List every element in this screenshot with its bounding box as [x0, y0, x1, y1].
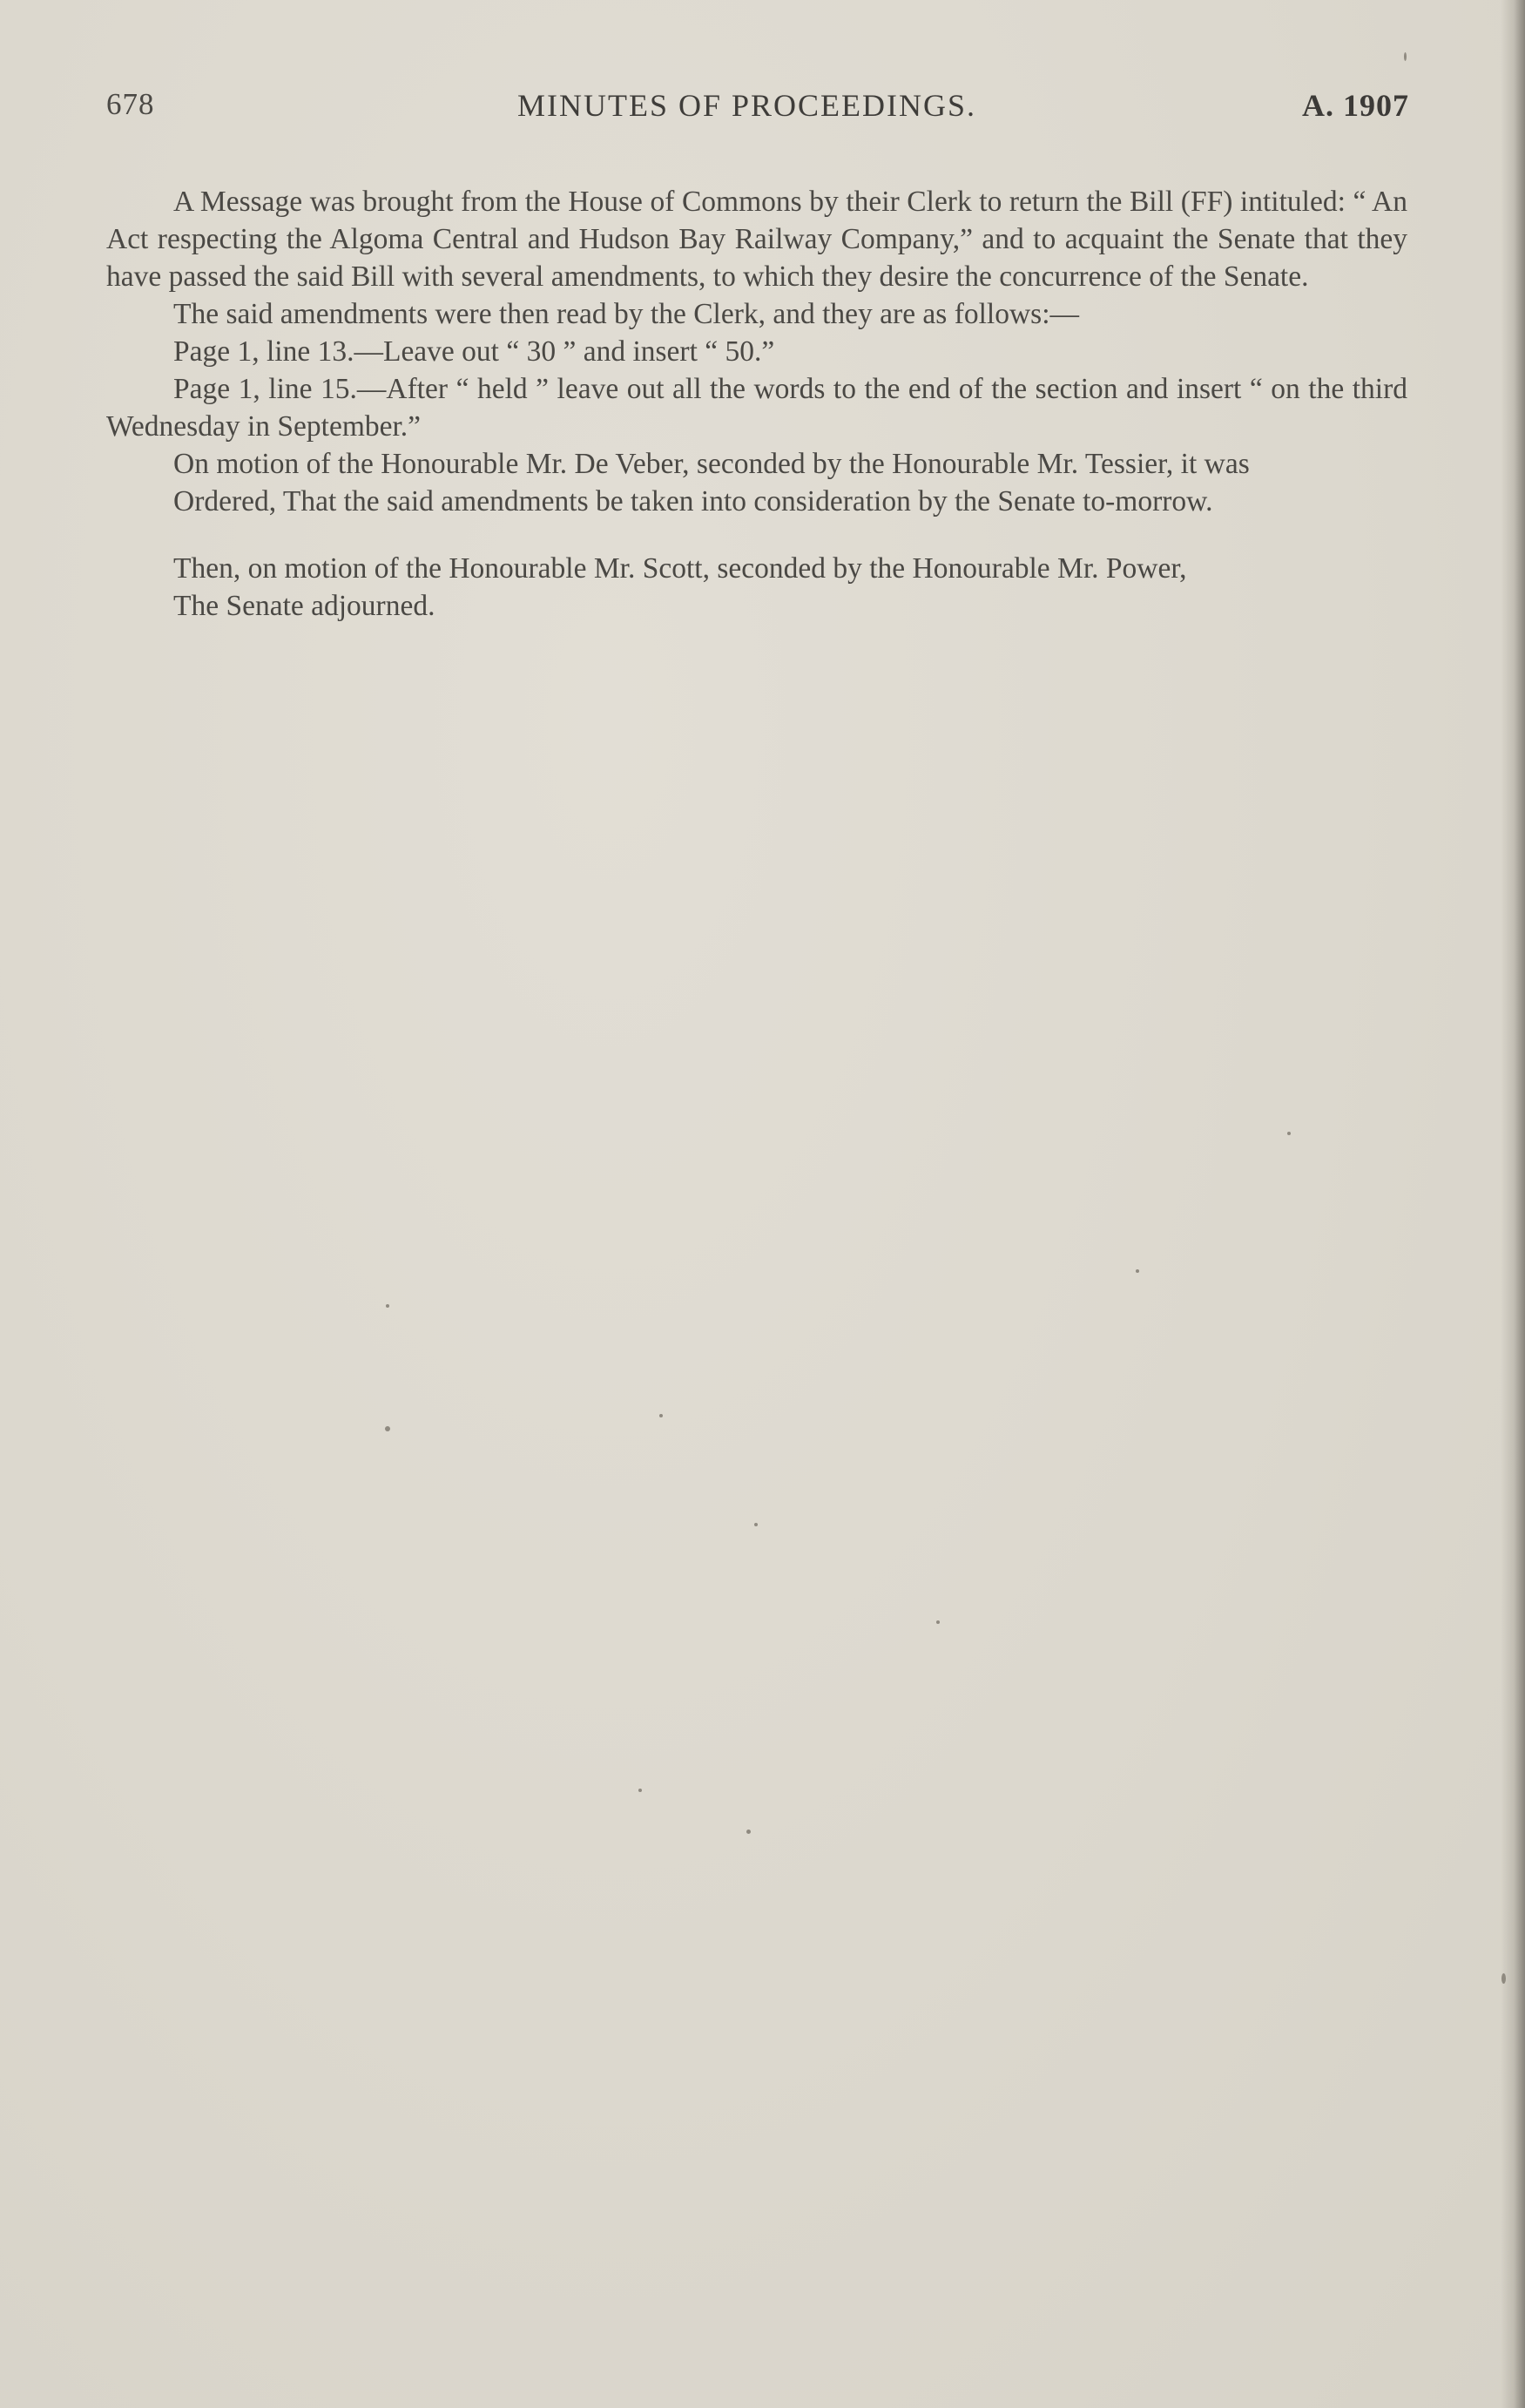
session-year: A. 1907 — [1302, 88, 1409, 123]
scan-speck — [746, 1830, 751, 1834]
running-title: MINUTES OF PROCEEDINGS. — [517, 88, 977, 123]
paragraph-amendment-1: Page 1, line 13.—Leave out “ 30 ” and insert “ 50.” — [173, 335, 775, 368]
scan-speck — [386, 1304, 389, 1308]
scan-speck — [659, 1414, 663, 1417]
scan-speck — [385, 1426, 390, 1431]
paragraph-message: A Message was brought from the House of Commons by their Clerk to return the Bill (FF) intituled: “ An Act respecting the Algoma Central and Hudson Bay Railway Company,” and to acquaint the Senate that they have passed the said Bill with several amendments, to which they desire the concurrence of the Senate. — [106, 186, 1407, 293]
scan-speck — [936, 1620, 940, 1624]
scan-speck — [754, 1523, 758, 1526]
scan-speck — [1287, 1132, 1291, 1135]
running-head — [106, 87, 1409, 131]
paragraph-motion: On motion of the Honourable Mr. De Veber, seconded by the Honourable Mr. Tessier, it was — [173, 448, 1250, 480]
minutes-body — [106, 183, 1407, 625]
scan-speck — [1501, 1973, 1506, 1984]
scan-speck — [1136, 1269, 1139, 1273]
paragraph-amendment-2: Page 1, line 15.—After “ held ” leave out all the words to the end of the section and insert “ on the third Wednesday in September.” — [106, 373, 1407, 443]
scan-speck — [1404, 52, 1407, 61]
scan-speck — [638, 1789, 642, 1792]
paragraph-amendments-read: The said amendments were then read by the Clerk, and they are as follows:— — [173, 298, 1080, 330]
paragraph-ordered: Ordered, That the said amendments be taken into consideration by the Senate to-morrow. — [173, 485, 1213, 517]
paragraph-adjourn-motion: Then, on motion of the Honourable Mr. Scott, seconded by the Honourable Mr. Power, — [173, 552, 1187, 585]
paragraph-adjourned: The Senate adjourned. — [173, 590, 435, 622]
page-edge-shadow — [1501, 0, 1525, 2408]
page-number: 678 — [106, 87, 155, 121]
